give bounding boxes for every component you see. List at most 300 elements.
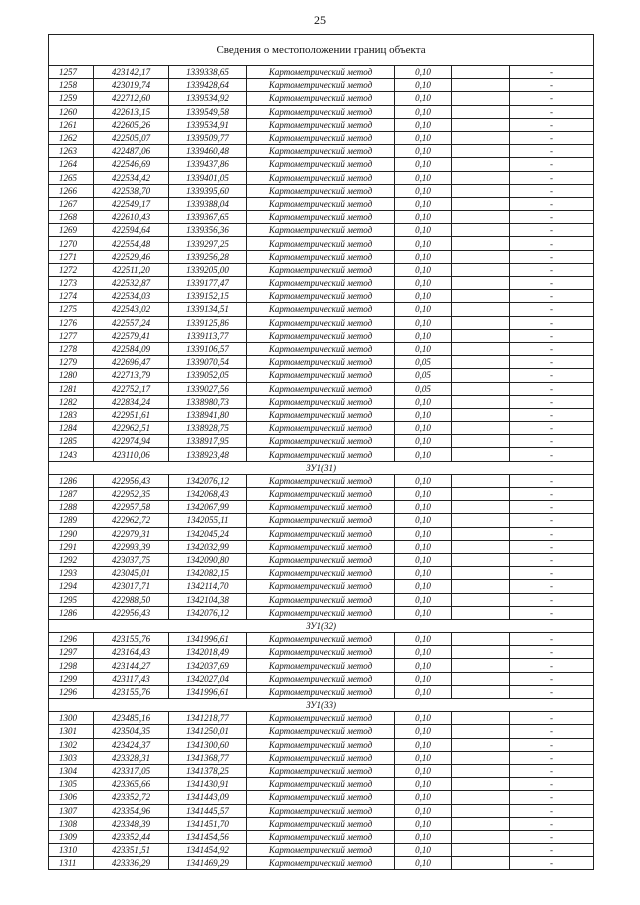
method-cell: Картометрический метод bbox=[247, 131, 395, 144]
method-cell: Картометрический метод bbox=[247, 184, 395, 197]
boundary-table bbox=[48, 34, 594, 870]
accuracy-cell: 0,10 bbox=[395, 553, 452, 566]
method-cell: Картометрический метод bbox=[247, 725, 395, 738]
accuracy-cell: 0,05 bbox=[395, 382, 452, 395]
description-cell: - bbox=[510, 66, 594, 79]
y-coordinate-cell: 1338941,80 bbox=[169, 408, 247, 421]
table-row bbox=[49, 277, 594, 290]
y-coordinate-cell: 1341443,09 bbox=[169, 791, 247, 804]
table-title: Сведения о местоположении границ объекта bbox=[49, 35, 594, 66]
description-cell: - bbox=[510, 395, 594, 408]
y-coordinate-cell: 1339428,64 bbox=[169, 79, 247, 92]
accuracy-cell: 0,10 bbox=[395, 290, 452, 303]
x-coordinate-cell: 422957,58 bbox=[94, 501, 169, 514]
blank-cell bbox=[452, 712, 510, 725]
table-row bbox=[49, 66, 594, 79]
y-coordinate-cell: 1339549,58 bbox=[169, 105, 247, 118]
table-row bbox=[49, 79, 594, 92]
table-row bbox=[49, 488, 594, 501]
table-row bbox=[49, 342, 594, 355]
description-cell: - bbox=[510, 131, 594, 144]
x-coordinate-cell: 423045,01 bbox=[94, 567, 169, 580]
blank-cell bbox=[452, 395, 510, 408]
accuracy-cell: 0,10 bbox=[395, 197, 452, 210]
method-cell: Картометрический метод bbox=[247, 145, 395, 158]
description-cell: - bbox=[510, 817, 594, 830]
page-number: 25 bbox=[314, 13, 326, 27]
point-number-cell: 1281 bbox=[49, 382, 94, 395]
accuracy-cell: 0,10 bbox=[395, 633, 452, 646]
x-coordinate-cell: 422487,06 bbox=[94, 145, 169, 158]
table-row bbox=[49, 606, 594, 619]
x-coordinate-cell: 422538,70 bbox=[94, 184, 169, 197]
y-coordinate-cell: 1339256,28 bbox=[169, 250, 247, 263]
x-coordinate-cell: 423336,29 bbox=[94, 857, 169, 870]
description-cell: - bbox=[510, 778, 594, 791]
point-number-cell: 1270 bbox=[49, 237, 94, 250]
point-number-cell: 1269 bbox=[49, 224, 94, 237]
description-cell: - bbox=[510, 184, 594, 197]
blank-cell bbox=[452, 92, 510, 105]
description-cell: - bbox=[510, 672, 594, 685]
blank-cell bbox=[452, 448, 510, 461]
table-row bbox=[49, 224, 594, 237]
method-cell: Картометрический метод bbox=[247, 580, 395, 593]
method-cell: Картометрический метод bbox=[247, 224, 395, 237]
table-row bbox=[49, 422, 594, 435]
y-coordinate-cell: 1339534,91 bbox=[169, 118, 247, 131]
accuracy-cell: 0,10 bbox=[395, 448, 452, 461]
blank-cell bbox=[452, 501, 510, 514]
point-number-cell: 1257 bbox=[49, 66, 94, 79]
description-cell: - bbox=[510, 79, 594, 92]
method-cell: Картометрический метод bbox=[247, 778, 395, 791]
description-cell: - bbox=[510, 224, 594, 237]
point-number-cell: 1306 bbox=[49, 791, 94, 804]
description-cell: - bbox=[510, 751, 594, 764]
accuracy-cell: 0,10 bbox=[395, 659, 452, 672]
method-cell: Картометрический метод bbox=[247, 290, 395, 303]
point-number-cell: 1288 bbox=[49, 501, 94, 514]
x-coordinate-cell: 423155,76 bbox=[94, 685, 169, 698]
accuracy-cell: 0,10 bbox=[395, 435, 452, 448]
method-cell: Картометрический метод bbox=[247, 263, 395, 276]
blank-cell bbox=[452, 329, 510, 342]
table-row bbox=[49, 408, 594, 421]
x-coordinate-cell: 422554,48 bbox=[94, 237, 169, 250]
table-row bbox=[49, 844, 594, 857]
method-cell: Картометрический метод bbox=[247, 527, 395, 540]
blank-cell bbox=[452, 197, 510, 210]
y-coordinate-cell: 1339125,86 bbox=[169, 316, 247, 329]
description-cell: - bbox=[510, 738, 594, 751]
y-coordinate-cell: 1338923,48 bbox=[169, 448, 247, 461]
point-number-cell: 1297 bbox=[49, 646, 94, 659]
table-row bbox=[49, 580, 594, 593]
table-row bbox=[49, 791, 594, 804]
accuracy-cell: 0,05 bbox=[395, 369, 452, 382]
method-cell: Картометрический метод bbox=[247, 488, 395, 501]
point-number-cell: 1301 bbox=[49, 725, 94, 738]
table-row bbox=[49, 290, 594, 303]
blank-cell bbox=[452, 316, 510, 329]
accuracy-cell: 0,10 bbox=[395, 395, 452, 408]
table-row bbox=[49, 725, 594, 738]
table-row bbox=[49, 435, 594, 448]
y-coordinate-cell: 1341996,61 bbox=[169, 633, 247, 646]
x-coordinate-cell: 422962,72 bbox=[94, 514, 169, 527]
accuracy-cell: 0,10 bbox=[395, 408, 452, 421]
accuracy-cell: 0,10 bbox=[395, 184, 452, 197]
table-row bbox=[49, 804, 594, 817]
blank-cell bbox=[452, 474, 510, 487]
accuracy-cell: 0,10 bbox=[395, 66, 452, 79]
point-number-cell: 1302 bbox=[49, 738, 94, 751]
blank-cell bbox=[452, 422, 510, 435]
table-row bbox=[49, 329, 594, 342]
accuracy-cell: 0,10 bbox=[395, 778, 452, 791]
point-number-cell: 1310 bbox=[49, 844, 94, 857]
method-cell: Картометрический метод bbox=[247, 593, 395, 606]
y-coordinate-cell: 1338917,95 bbox=[169, 435, 247, 448]
accuracy-cell: 0,10 bbox=[395, 580, 452, 593]
method-cell: Картометрический метод bbox=[247, 817, 395, 830]
x-coordinate-cell: 422988,50 bbox=[94, 593, 169, 606]
accuracy-cell: 0,10 bbox=[395, 237, 452, 250]
x-coordinate-cell: 422505,07 bbox=[94, 131, 169, 144]
point-number-cell: 1274 bbox=[49, 290, 94, 303]
method-cell: Картометрический метод bbox=[247, 659, 395, 672]
x-coordinate-cell: 423328,31 bbox=[94, 751, 169, 764]
y-coordinate-cell: 1339437,86 bbox=[169, 158, 247, 171]
accuracy-cell: 0,10 bbox=[395, 118, 452, 131]
method-cell: Картометрический метод bbox=[247, 237, 395, 250]
y-coordinate-cell: 1341996,61 bbox=[169, 685, 247, 698]
point-number-cell: 1296 bbox=[49, 685, 94, 698]
table-title-row bbox=[49, 35, 594, 66]
method-cell: Картометрический метод bbox=[247, 553, 395, 566]
table-row bbox=[49, 395, 594, 408]
point-number-cell: 1294 bbox=[49, 580, 94, 593]
point-number-cell: 1308 bbox=[49, 817, 94, 830]
y-coordinate-cell: 1342104,38 bbox=[169, 593, 247, 606]
description-cell: - bbox=[510, 593, 594, 606]
point-number-cell: 1296 bbox=[49, 633, 94, 646]
accuracy-cell: 0,10 bbox=[395, 329, 452, 342]
x-coordinate-cell: 422610,43 bbox=[94, 211, 169, 224]
blank-cell bbox=[452, 79, 510, 92]
table-row bbox=[49, 685, 594, 698]
method-cell: Картометрический метод bbox=[247, 342, 395, 355]
point-number-cell: 1271 bbox=[49, 250, 94, 263]
accuracy-cell: 0,10 bbox=[395, 501, 452, 514]
table-row bbox=[49, 751, 594, 764]
point-number-cell: 1292 bbox=[49, 553, 94, 566]
x-coordinate-cell: 423019,74 bbox=[94, 79, 169, 92]
accuracy-cell: 0,10 bbox=[395, 514, 452, 527]
table-row bbox=[49, 567, 594, 580]
point-number-cell: 1300 bbox=[49, 712, 94, 725]
x-coordinate-cell: 422956,43 bbox=[94, 474, 169, 487]
y-coordinate-cell: 1341454,92 bbox=[169, 844, 247, 857]
blank-cell bbox=[452, 778, 510, 791]
table-row bbox=[49, 211, 594, 224]
table-row bbox=[49, 158, 594, 171]
table-row bbox=[49, 738, 594, 751]
section-row bbox=[49, 619, 594, 632]
y-coordinate-cell: 1339134,51 bbox=[169, 303, 247, 316]
blank-cell bbox=[452, 527, 510, 540]
y-coordinate-cell: 1339534,92 bbox=[169, 92, 247, 105]
point-number-cell: 1284 bbox=[49, 422, 94, 435]
y-coordinate-cell: 1339052,05 bbox=[169, 369, 247, 382]
accuracy-cell: 0,10 bbox=[395, 224, 452, 237]
accuracy-cell: 0,10 bbox=[395, 277, 452, 290]
method-cell: Картометрический метод bbox=[247, 474, 395, 487]
table-row bbox=[49, 356, 594, 369]
description-cell: - bbox=[510, 369, 594, 382]
description-cell: - bbox=[510, 791, 594, 804]
method-cell: Картометрический метод bbox=[247, 356, 395, 369]
x-coordinate-cell: 423504,35 bbox=[94, 725, 169, 738]
y-coordinate-cell: 1339297,25 bbox=[169, 237, 247, 250]
blank-cell bbox=[452, 580, 510, 593]
point-number-cell: 1309 bbox=[49, 830, 94, 843]
description-cell: - bbox=[510, 804, 594, 817]
blank-cell bbox=[452, 751, 510, 764]
x-coordinate-cell: 422584,09 bbox=[94, 342, 169, 355]
blank-cell bbox=[452, 250, 510, 263]
x-coordinate-cell: 422979,31 bbox=[94, 527, 169, 540]
point-number-cell: 1291 bbox=[49, 540, 94, 553]
blank-cell bbox=[452, 118, 510, 131]
point-number-cell: 1286 bbox=[49, 474, 94, 487]
table-row bbox=[49, 764, 594, 777]
blank-cell bbox=[452, 224, 510, 237]
method-cell: Картометрический метод bbox=[247, 857, 395, 870]
x-coordinate-cell: 423424,37 bbox=[94, 738, 169, 751]
table-row bbox=[49, 105, 594, 118]
blank-cell bbox=[452, 633, 510, 646]
point-number-cell: 1311 bbox=[49, 857, 94, 870]
description-cell: - bbox=[510, 342, 594, 355]
y-coordinate-cell: 1342082,15 bbox=[169, 567, 247, 580]
blank-cell bbox=[452, 764, 510, 777]
point-number-cell: 1287 bbox=[49, 488, 94, 501]
y-coordinate-cell: 1339460,48 bbox=[169, 145, 247, 158]
accuracy-cell: 0,10 bbox=[395, 79, 452, 92]
x-coordinate-cell: 423142,17 bbox=[94, 66, 169, 79]
description-cell: - bbox=[510, 501, 594, 514]
method-cell: Картометрический метод bbox=[247, 501, 395, 514]
point-number-cell: 1259 bbox=[49, 92, 94, 105]
point-number-cell: 1263 bbox=[49, 145, 94, 158]
y-coordinate-cell: 1341454,56 bbox=[169, 830, 247, 843]
method-cell: Картометрический метод bbox=[247, 118, 395, 131]
x-coordinate-cell: 422546,69 bbox=[94, 158, 169, 171]
blank-cell bbox=[452, 237, 510, 250]
blank-cell bbox=[452, 646, 510, 659]
description-cell: - bbox=[510, 844, 594, 857]
y-coordinate-cell: 1339395,60 bbox=[169, 184, 247, 197]
accuracy-cell: 0,10 bbox=[395, 830, 452, 843]
accuracy-cell: 0,10 bbox=[395, 540, 452, 553]
method-cell: Картометрический метод bbox=[247, 211, 395, 224]
x-coordinate-cell: 422534,03 bbox=[94, 290, 169, 303]
table-row bbox=[49, 197, 594, 210]
x-coordinate-cell: 422713,79 bbox=[94, 369, 169, 382]
blank-cell bbox=[452, 540, 510, 553]
y-coordinate-cell: 1342037,69 bbox=[169, 659, 247, 672]
blank-cell bbox=[452, 356, 510, 369]
method-cell: Картометрический метод bbox=[247, 804, 395, 817]
description-cell: - bbox=[510, 725, 594, 738]
method-cell: Картометрический метод bbox=[247, 66, 395, 79]
method-cell: Картометрический метод bbox=[247, 105, 395, 118]
method-cell: Картометрический метод bbox=[247, 514, 395, 527]
blank-cell bbox=[452, 105, 510, 118]
x-coordinate-cell: 422594,64 bbox=[94, 224, 169, 237]
section-row bbox=[49, 699, 594, 712]
method-cell: Картометрический метод bbox=[247, 830, 395, 843]
description-cell: - bbox=[510, 527, 594, 540]
description-cell: - bbox=[510, 408, 594, 421]
x-coordinate-cell: 422712,60 bbox=[94, 92, 169, 105]
x-coordinate-cell: 422543,02 bbox=[94, 303, 169, 316]
method-cell: Картометрический метод bbox=[247, 277, 395, 290]
method-cell: Картометрический метод bbox=[247, 79, 395, 92]
point-number-cell: 1276 bbox=[49, 316, 94, 329]
method-cell: Картометрический метод bbox=[247, 422, 395, 435]
point-number-cell: 1266 bbox=[49, 184, 94, 197]
y-coordinate-cell: 1338980,73 bbox=[169, 395, 247, 408]
description-cell: - bbox=[510, 316, 594, 329]
blank-cell bbox=[452, 672, 510, 685]
y-coordinate-cell: 1342076,12 bbox=[169, 474, 247, 487]
blank-cell bbox=[452, 514, 510, 527]
table-row bbox=[49, 250, 594, 263]
description-cell: - bbox=[510, 356, 594, 369]
accuracy-cell: 0,10 bbox=[395, 857, 452, 870]
y-coordinate-cell: 1341300,60 bbox=[169, 738, 247, 751]
section-label: ЗУ1(32) bbox=[49, 619, 594, 632]
table-row bbox=[49, 712, 594, 725]
method-cell: Картометрический метод bbox=[247, 633, 395, 646]
table-row bbox=[49, 672, 594, 685]
blank-cell bbox=[452, 659, 510, 672]
accuracy-cell: 0,10 bbox=[395, 804, 452, 817]
x-coordinate-cell: 423351,51 bbox=[94, 844, 169, 857]
x-coordinate-cell: 422951,61 bbox=[94, 408, 169, 421]
description-cell: - bbox=[510, 211, 594, 224]
y-coordinate-cell: 1342055,11 bbox=[169, 514, 247, 527]
x-coordinate-cell: 422511,20 bbox=[94, 263, 169, 276]
section-label: ЗУ1(31) bbox=[49, 461, 594, 474]
method-cell: Картометрический метод bbox=[247, 751, 395, 764]
blank-cell bbox=[452, 804, 510, 817]
description-cell: - bbox=[510, 382, 594, 395]
description-cell: - bbox=[510, 290, 594, 303]
y-coordinate-cell: 1339070,54 bbox=[169, 356, 247, 369]
table-row bbox=[49, 501, 594, 514]
description-cell: - bbox=[510, 646, 594, 659]
method-cell: Картометрический метод bbox=[247, 382, 395, 395]
x-coordinate-cell: 423144,27 bbox=[94, 659, 169, 672]
blank-cell bbox=[452, 184, 510, 197]
y-coordinate-cell: 1338928,75 bbox=[169, 422, 247, 435]
point-number-cell: 1268 bbox=[49, 211, 94, 224]
method-cell: Картометрический метод bbox=[247, 685, 395, 698]
y-coordinate-cell: 1339177,47 bbox=[169, 277, 247, 290]
section-label: ЗУ1(33) bbox=[49, 699, 594, 712]
point-number-cell: 1305 bbox=[49, 778, 94, 791]
blank-cell bbox=[452, 857, 510, 870]
method-cell: Картометрический метод bbox=[247, 158, 395, 171]
point-number-cell: 1290 bbox=[49, 527, 94, 540]
description-cell: - bbox=[510, 659, 594, 672]
method-cell: Картометрический метод bbox=[247, 764, 395, 777]
accuracy-cell: 0,10 bbox=[395, 171, 452, 184]
table-row bbox=[49, 92, 594, 105]
blank-cell bbox=[452, 830, 510, 843]
description-cell: - bbox=[510, 303, 594, 316]
blank-cell bbox=[452, 738, 510, 751]
table-row bbox=[49, 659, 594, 672]
point-number-cell: 1283 bbox=[49, 408, 94, 421]
point-number-cell: 1272 bbox=[49, 263, 94, 276]
accuracy-cell: 0,10 bbox=[395, 474, 452, 487]
blank-cell bbox=[452, 844, 510, 857]
x-coordinate-cell: 422956,43 bbox=[94, 606, 169, 619]
y-coordinate-cell: 1339367,65 bbox=[169, 211, 247, 224]
y-coordinate-cell: 1342027,04 bbox=[169, 672, 247, 685]
description-cell: - bbox=[510, 448, 594, 461]
description-cell: - bbox=[510, 92, 594, 105]
table-row bbox=[49, 382, 594, 395]
method-cell: Картометрический метод bbox=[247, 408, 395, 421]
blank-cell bbox=[452, 606, 510, 619]
accuracy-cell: 0,10 bbox=[395, 844, 452, 857]
table-row bbox=[49, 316, 594, 329]
x-coordinate-cell: 422605,26 bbox=[94, 118, 169, 131]
description-cell: - bbox=[510, 580, 594, 593]
accuracy-cell: 0,10 bbox=[395, 105, 452, 118]
x-coordinate-cell: 423352,72 bbox=[94, 791, 169, 804]
method-cell: Картометрический метод bbox=[247, 369, 395, 382]
accuracy-cell: 0,10 bbox=[395, 712, 452, 725]
point-number-cell: 1264 bbox=[49, 158, 94, 171]
table-row bbox=[49, 263, 594, 276]
method-cell: Картометрический метод bbox=[247, 606, 395, 619]
method-cell: Картометрический метод bbox=[247, 844, 395, 857]
x-coordinate-cell: 423348,39 bbox=[94, 817, 169, 830]
accuracy-cell: 0,10 bbox=[395, 725, 452, 738]
y-coordinate-cell: 1342032,99 bbox=[169, 540, 247, 553]
y-coordinate-cell: 1339338,65 bbox=[169, 66, 247, 79]
method-cell: Картометрический метод bbox=[247, 448, 395, 461]
point-number-cell: 1275 bbox=[49, 303, 94, 316]
blank-cell bbox=[452, 567, 510, 580]
x-coordinate-cell: 422696,47 bbox=[94, 356, 169, 369]
method-cell: Картометрический метод bbox=[247, 92, 395, 105]
method-cell: Картометрический метод bbox=[247, 646, 395, 659]
blank-cell bbox=[452, 488, 510, 501]
y-coordinate-cell: 1342067,99 bbox=[169, 501, 247, 514]
blank-cell bbox=[452, 158, 510, 171]
x-coordinate-cell: 422752,17 bbox=[94, 382, 169, 395]
accuracy-cell: 0,10 bbox=[395, 145, 452, 158]
description-cell: - bbox=[510, 633, 594, 646]
